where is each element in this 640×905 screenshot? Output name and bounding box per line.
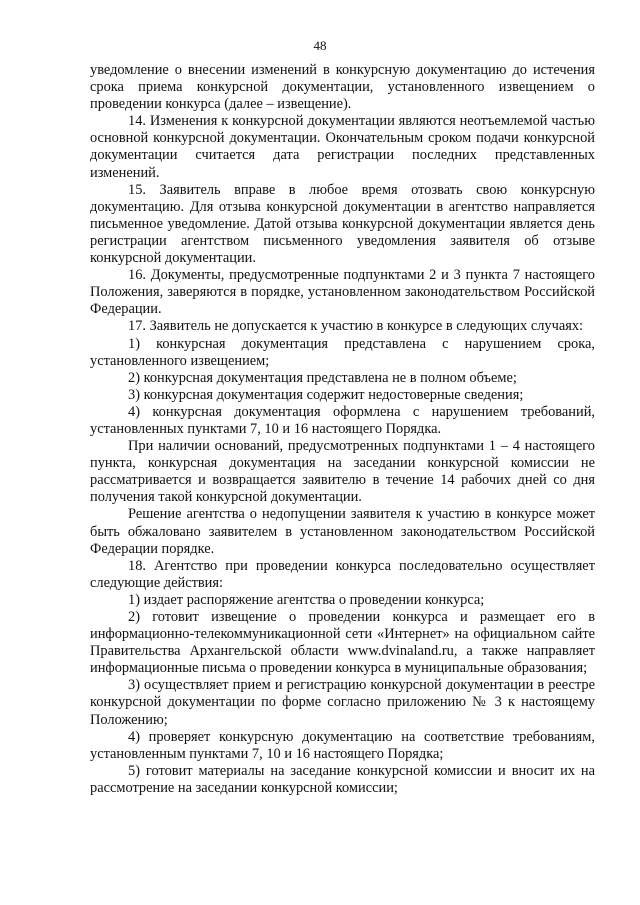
subitem-18-4: 4) проверяет конкурсную документацию на соответствие требованиям, установленным пунктами 7, 10 и 16 настоящего Порядка; <box>90 728 595 762</box>
page-number: 48 <box>313 38 327 53</box>
paragraph-item-14: 14. Изменения к конкурсной документации являются неотъемлемой частью основной конкурсной документации. Окончательным сроком подачи конкурсной документации считается дата регистрации последних представленных изменений. <box>90 113 595 181</box>
paragraph-item-15: 15. Заявитель вправе в любое время отозвать свою конкурсную документацию. Для отзыва конкурсной документации в агентство направляется письменное уведомление. Датой отзыва конкурсной документации является день регистрации агентством письменного уведомления заявителя об отзыве конкурсной документации. <box>90 181 595 267</box>
subitem-17-3: 3) конкурсная документация содержит недостоверные сведения; <box>128 386 524 403</box>
paragraph-item-18: 18. Агентство при проведении конкурса последовательно осуществляет следующие действия: <box>90 557 595 591</box>
subitem-17-1: 1) конкурсная документация представлена с нарушением срока, установленного извещением; <box>90 335 595 369</box>
paragraph-continuation: уведомление о внесении изменений в конкурсную документацию до истечения срока приема конкурсной документации, установленного извещением о проведении конкурса (далее – извещение). <box>90 62 595 113</box>
subitem-17-2: 2) конкурсная документация представлена не в полном объеме; <box>128 369 517 386</box>
subitem-18-5: 5) готовит материалы на заседание конкурсной комиссии и вносит их на рассмотрение на заседании конкурсной комиссии; <box>90 762 595 796</box>
subitem-18-2: 2) готовит извещение о проведении конкурса и размещает его в информационно-телекоммуникационной сети «Интернет» на официальном сайте Правительства Архангельской области www.dvinaland.ru, а также направляет информационные письма о проведении конкурса в муниципальные образования; <box>90 609 595 677</box>
paragraph-appeal: Решение агентства о недопущении заявителя к участию в конкурсе может быть обжаловано заявителем в установленном законодательством Российской Федерации порядке. <box>90 506 595 557</box>
document-body <box>90 62 595 797</box>
subitem-18-3: 3) осуществляет прием и регистрацию конкурсной документации в реестре конкурсной документации по форме согласно приложению № 3 к настоящему Положению; <box>90 677 595 728</box>
subitem-18-1: 1) издает распоряжение агентства о проведении конкурса; <box>128 591 485 608</box>
paragraph-item-17: 17. Заявитель не допускается к участию в конкурсе в следующих случаях: <box>128 318 584 335</box>
paragraph-grounds-return: При наличии оснований, предусмотренных подпунктами 1 – 4 настоящего пункта, конкурсная документация на заседании конкурсной комиссии не рассматривается и возвращается заявителю в течение 14 рабочих дней со дня получения такой конкурсной документации. <box>90 438 595 506</box>
subitem-17-4: 4) конкурсная документация оформлена с нарушением требований, установленных пунктами 7, 10 и 16 настоящего Порядка. <box>90 403 595 437</box>
paragraph-item-16: 16. Документы, предусмотренные подпунктами 2 и 3 пункта 7 настоящего Положения, заверяются в порядке, установленном законодательством Российской Федерации. <box>90 267 595 318</box>
